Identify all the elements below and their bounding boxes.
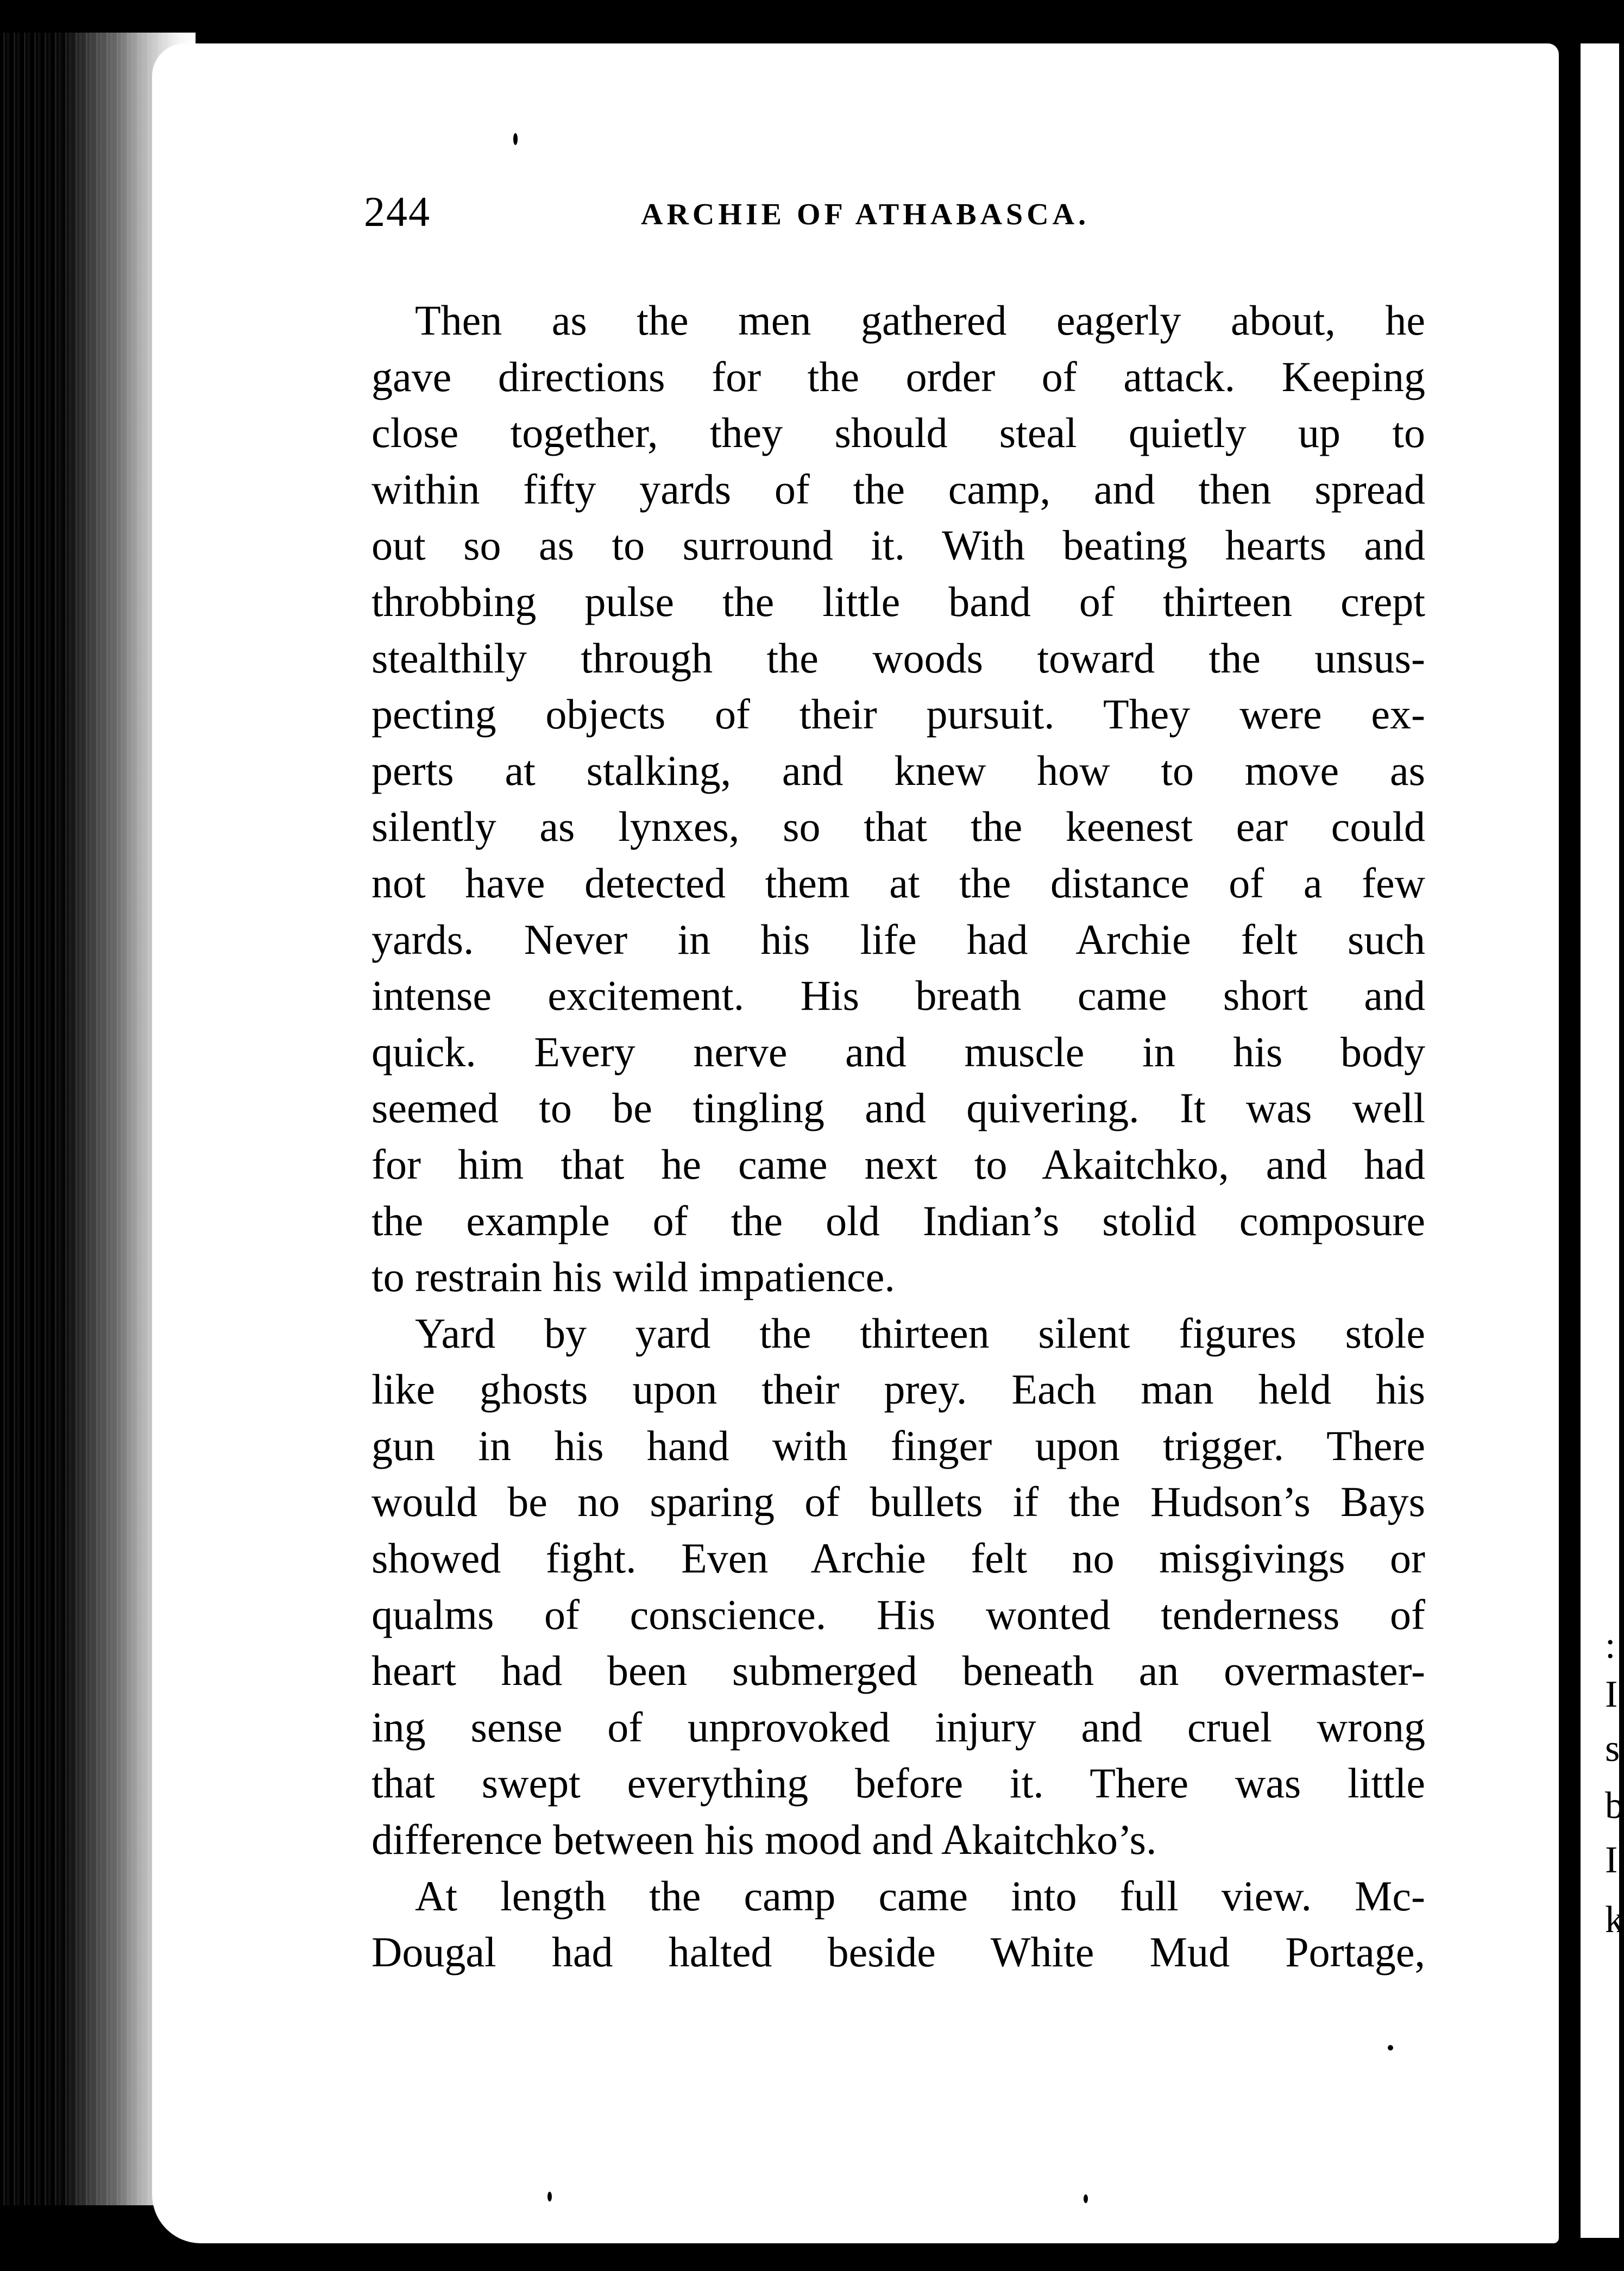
text-line: to restrain his wild impatience.	[372, 1253, 895, 1301]
text-line: intense excitement. His breath came short and	[372, 972, 1425, 1020]
next-page-letter: I	[1605, 1839, 1618, 1881]
text-line: yards. Never in his life had Archie felt such	[372, 915, 1425, 963]
text-line: not have detected them at the distance of a few	[372, 859, 1425, 907]
text-line: heart had been submerged beneath an overmaster-	[372, 1647, 1425, 1695]
scan-speck	[513, 133, 518, 145]
scan-speck	[1388, 2045, 1393, 2050]
text-line: showed fight. Even Archie felt no misgivings or	[372, 1534, 1425, 1582]
next-page-letter: b	[1605, 1785, 1624, 1827]
text-line: close together, they should steal quietly up to	[372, 409, 1425, 457]
text-line: ing sense of unprovoked injury and cruel wrong	[372, 1703, 1425, 1751]
page-number: 244	[364, 188, 431, 235]
text-line: qualms of conscience. His wonted tenderness of	[372, 1590, 1425, 1638]
running-title: ARCHIE OF ATHABASCA.	[641, 198, 1090, 231]
scan-speck	[1084, 2194, 1088, 2203]
text-line: Dougal had halted beside White Mud Portage,	[372, 1928, 1425, 1976]
text-line: like ghosts upon their prey. Each man held his	[372, 1366, 1425, 1413]
next-page-letter: I	[1605, 1674, 1618, 1715]
text-line: would be no sparing of bullets if the Hudson’s Bays	[372, 1478, 1425, 1526]
text-line: throbbing pulse the little band of thirteen crept	[372, 577, 1425, 625]
text-line: Then as the men gathered eagerly about, he	[415, 297, 1425, 344]
text-line: gave directions for the order of attack. Keeping	[372, 353, 1425, 400]
next-page-letter: k	[1605, 1899, 1624, 1941]
text-line: pecting objects of their pursuit. They were ex-	[372, 690, 1425, 738]
text-line: within fifty yards of the camp, and then spread	[372, 465, 1425, 513]
text-line: seemed to be tingling and quivering. It was well	[372, 1084, 1425, 1132]
text-line: stealthily through the woods toward the unsus-	[372, 634, 1425, 682]
next-page-letter: :	[1605, 1625, 1616, 1666]
text-line: out so as to surround it. With beating hearts and	[372, 521, 1425, 569]
text-line: for him that he came next to Akaitchko, and had	[372, 1140, 1425, 1188]
text-line: quick. Every nerve and muscle in his body	[372, 1028, 1425, 1075]
text-line: At length the camp came into full view. Mc-	[415, 1872, 1425, 1920]
text-line: Yard by yard the thirteen silent figures stole	[415, 1309, 1425, 1357]
text-line: difference between his mood and Akaitchko’s.	[372, 1816, 1157, 1864]
text-line: that swept everything before it. There was little	[372, 1759, 1425, 1807]
body-text	[372, 292, 1425, 1980]
scan-speck	[547, 2192, 552, 2201]
text-line: perts at stalking, and knew how to move as	[372, 746, 1425, 794]
running-head	[364, 187, 1244, 247]
text-line: the example of the old Indian’s stolid composure	[372, 1197, 1425, 1244]
text-line: gun in his hand with finger upon trigger. There	[372, 1421, 1425, 1469]
text-line: silently as lynxes, so that the keenest ear could	[372, 803, 1425, 851]
next-page-letter: s	[1605, 1728, 1620, 1770]
